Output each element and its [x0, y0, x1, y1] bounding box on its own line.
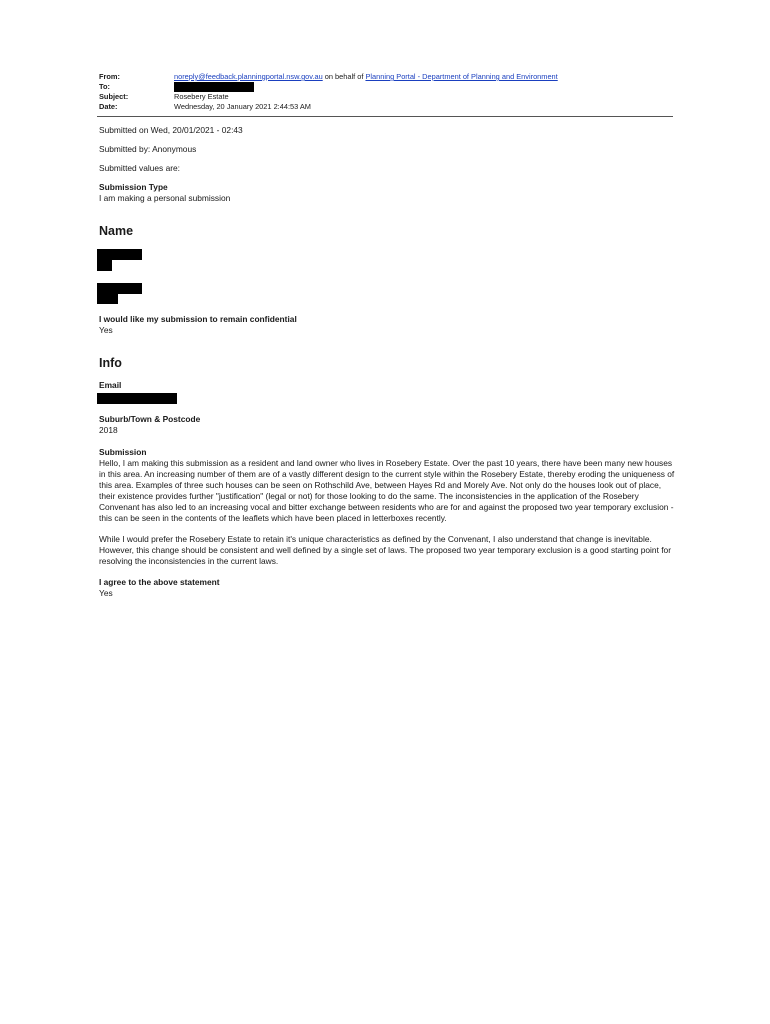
subject-row	[99, 92, 674, 102]
name-redaction-1b	[97, 260, 112, 271]
from-row	[99, 72, 674, 82]
agree-block	[99, 577, 675, 599]
agree-label: I agree to the above statement	[99, 577, 220, 587]
subject-label: Subject:	[99, 92, 129, 101]
submitted-on: Submitted on Wed, 20/01/2021 - 02:43	[99, 125, 243, 135]
submitted-by: Submitted by: Anonymous	[99, 144, 197, 154]
from-org-link[interactable]: Planning Portal - Department of Planning and Environment	[365, 72, 558, 81]
confidential-label: I would like my submission to remain confidential	[99, 314, 297, 324]
submission-paragraph-2: While I would prefer the Rosebery Estate to retain it's unique characteristics as defined by the Convenant, I also understand that change is inevitable. However, this change should be consistent and well defined by a single set of laws. The proposed two year temporary exclusion is a good starting point for resolving the inconsistencies in the current laws.	[99, 534, 671, 566]
email-redaction	[97, 393, 177, 404]
info-heading: Info	[99, 356, 122, 370]
name-heading: Name	[99, 224, 134, 238]
confidential-block	[99, 314, 675, 336]
agree-value: Yes	[99, 588, 113, 598]
from-value	[174, 72, 558, 82]
suburb-block	[99, 414, 675, 436]
submission-block	[99, 447, 675, 524]
submission-label: Submission	[99, 447, 147, 457]
subject-value: Rosebery Estate	[174, 92, 229, 101]
confidential-value: Yes	[99, 325, 113, 335]
to-label: To:	[99, 82, 110, 91]
to-row	[99, 82, 674, 92]
name-redaction-2a	[97, 283, 142, 294]
from-mid-text: on behalf of	[322, 72, 366, 81]
date-value: Wednesday, 20 January 2021 2:44:53 AM	[174, 102, 311, 111]
submission-paragraph-1: Hello, I am making this submission as a resident and land owner who lives in Rosebery Estate. Over the past 10 years, there have been many new houses in this area. An increasing number of them are of a vastly different design to the current style within the Rosebery Estate, thereby eroding the uniqueness of this area. Examples of three such houses can be seen on Rothschild Ave, between Hayes Rd and Morely Ave. Not only do the houses look out of place, their existence provides further "justification" (legal or not) for those looking to do the same. The inconsistencies in the application of the Rosebery Convenant has also led to an increasing vocal and bitter exchange between residents who are for and against the proposed two year temporary exclusion - this can be seen in the contents of the leaflets which have been placed in letterboxes recently.	[99, 458, 675, 523]
suburb-label: Suburb/Town & Postcode	[99, 414, 201, 424]
name-redaction-2b	[97, 294, 118, 304]
from-label: From:	[99, 72, 120, 81]
suburb-value: 2018	[99, 425, 118, 435]
submission-type-block	[99, 182, 675, 204]
date-label: Date:	[99, 102, 118, 111]
submission-type-value: I am making a personal submission	[99, 193, 231, 203]
email-block	[99, 380, 675, 391]
submitted-values: Submitted values are:	[99, 163, 181, 173]
from-email-link[interactable]: noreply@feedback.planningportal.nsw.gov.au	[174, 72, 323, 81]
email-header	[99, 72, 674, 112]
header-divider	[97, 116, 673, 117]
email-label: Email	[99, 380, 122, 390]
date-row	[99, 102, 674, 112]
submission-type-label: Submission Type	[99, 182, 168, 192]
name-redaction-1a	[97, 249, 142, 260]
to-redaction	[174, 82, 254, 92]
